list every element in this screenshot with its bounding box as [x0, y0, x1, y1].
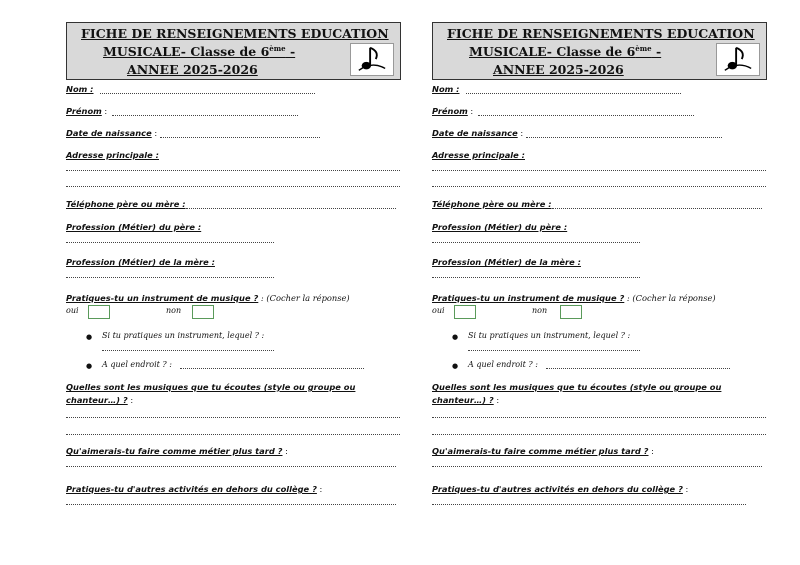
field-musiques-2: chanteur…) ? : — [66, 395, 134, 405]
bullet-icon: ● — [452, 333, 459, 341]
lequel-label: Si tu pratiques un instrument, lequel ? : — [102, 331, 265, 340]
form-header — [432, 22, 767, 80]
musiques-input-1[interactable] — [66, 417, 400, 418]
field-adresse: Adresse principale : — [66, 150, 159, 160]
field-nom: Nom : — [66, 84, 94, 94]
header-line-3: ANNEE 2025-2026 — [493, 62, 624, 77]
field-prof-mere: Profession (Métier) de la mère : — [432, 257, 581, 267]
music-note-icon — [716, 43, 760, 76]
field-metier: Qu'aimerais-tu faire comme métier plus tard ? : — [66, 446, 288, 456]
oui-checkbox[interactable] — [454, 305, 476, 319]
oui-checkbox[interactable] — [88, 305, 110, 319]
endroit-input[interactable] — [180, 368, 364, 369]
field-instrument: Pratiques-tu un instrument de musique ? : (Cocher la réponse) — [66, 293, 350, 303]
prenom-input[interactable] — [112, 115, 298, 116]
field-nom: Nom : — [432, 84, 460, 94]
prof-pere-input[interactable] — [432, 242, 640, 243]
musiques-input-2[interactable] — [432, 434, 766, 435]
naissance-input[interactable] — [160, 137, 320, 138]
adresse-input-1[interactable] — [66, 170, 400, 171]
bullet-icon: ● — [86, 362, 93, 370]
endroit-label: A quel endroit ? : — [468, 360, 538, 369]
lequel-input[interactable] — [468, 350, 640, 351]
prenom-input[interactable] — [478, 115, 694, 116]
lequel-input[interactable] — [102, 350, 274, 351]
lequel-label: Si tu pratiques un instrument, lequel ? : — [468, 331, 631, 340]
field-prof-mere: Profession (Métier) de la mère : — [66, 257, 215, 267]
field-musiques-2: chanteur…) ? : — [432, 395, 500, 405]
field-telephone: Téléphone père ou mère : — [432, 199, 552, 209]
oui-label: oui — [432, 306, 445, 315]
telephone-input[interactable] — [186, 208, 396, 209]
endroit-label: A quel endroit ? : — [102, 360, 172, 369]
nom-input[interactable] — [466, 93, 681, 94]
field-prof-pere: Profession (Métier) du père : — [432, 222, 568, 232]
field-telephone: Téléphone père ou mère : — [66, 199, 186, 209]
field-activites: Pratiques-tu d'autres activités en dehors du collège ? : — [66, 484, 323, 494]
field-naissance: Date de naissance : — [432, 128, 524, 138]
header-line-1: FICHE DE RENSEIGNEMENTS EDUCATION — [81, 26, 389, 41]
prof-mere-input[interactable] — [66, 277, 274, 278]
activites-input[interactable] — [66, 504, 396, 505]
bullet-icon: ● — [452, 362, 459, 370]
header-line-3: ANNEE 2025-2026 — [127, 62, 258, 77]
adresse-input-2[interactable] — [66, 186, 400, 187]
adresse-input-2[interactable] — [432, 186, 766, 187]
musiques-input-2[interactable] — [66, 434, 400, 435]
form-header — [66, 22, 401, 80]
non-label: non — [532, 306, 548, 315]
non-checkbox[interactable] — [560, 305, 582, 319]
non-checkbox[interactable] — [192, 305, 214, 319]
activites-input[interactable] — [432, 504, 746, 505]
field-instrument: Pratiques-tu un instrument de musique ? : (Cocher la réponse) — [432, 293, 716, 303]
bullet-icon: ● — [86, 333, 93, 341]
field-metier: Qu'aimerais-tu faire comme métier plus tard ? : — [432, 446, 654, 456]
metier-input[interactable] — [66, 466, 396, 467]
metier-input[interactable] — [432, 466, 762, 467]
field-musiques-1: Quelles sont les musiques que tu écoutes (style ou groupe ou — [66, 382, 356, 392]
header-line-2: MUSICALE- Classe de 6ème - — [469, 44, 662, 60]
nom-input[interactable] — [100, 93, 315, 94]
field-prenom: Prénom : — [66, 106, 108, 116]
telephone-input[interactable] — [552, 208, 762, 209]
naissance-input[interactable] — [526, 137, 722, 138]
field-adresse: Adresse principale : — [432, 150, 525, 160]
field-musiques-1: Quelles sont les musiques que tu écoutes (style ou groupe ou — [432, 382, 722, 392]
field-prenom: Prénom : — [432, 106, 474, 116]
musiques-input-1[interactable] — [432, 417, 766, 418]
field-activites: Pratiques-tu d'autres activités en dehors du collège ? : — [432, 484, 689, 494]
prof-pere-input[interactable] — [66, 242, 274, 243]
form-right — [432, 22, 767, 494]
prof-mere-input[interactable] — [432, 277, 640, 278]
adresse-input-1[interactable] — [432, 170, 766, 171]
music-note-icon — [350, 43, 394, 76]
oui-label: oui — [66, 306, 79, 315]
header-line-1: FICHE DE RENSEIGNEMENTS EDUCATION — [447, 26, 755, 41]
header-line-2: MUSICALE- Classe de 6ème - — [103, 44, 296, 60]
endroit-input[interactable] — [546, 368, 730, 369]
form-left — [66, 22, 401, 494]
field-naissance: Date de naissance : — [66, 128, 158, 138]
field-prof-pere: Profession (Métier) du père : — [66, 222, 202, 232]
non-label: non — [166, 306, 182, 315]
